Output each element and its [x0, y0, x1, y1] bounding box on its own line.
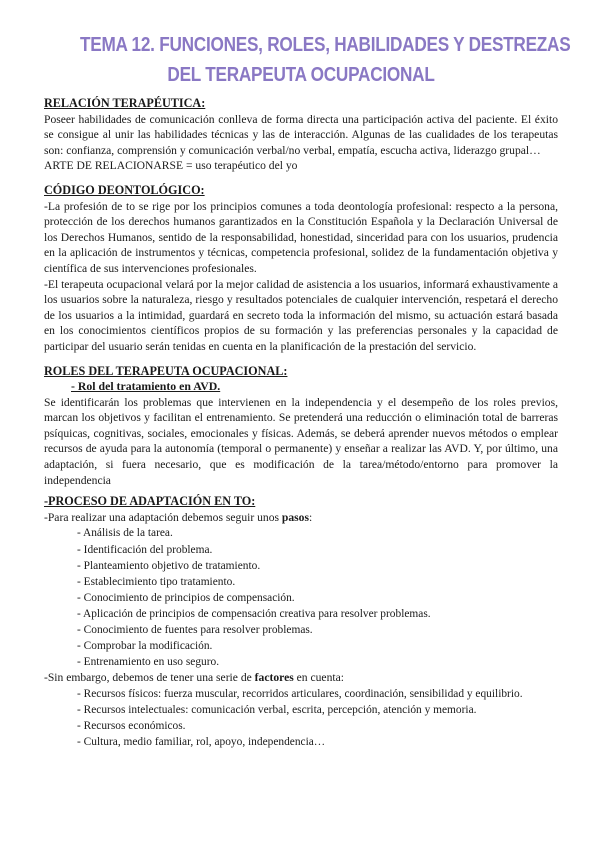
section-relacion-terapeutica [44, 96, 558, 174]
proceso-steps-list [44, 525, 558, 670]
relacion-body: Poseer habilidades de comunicación conlleva de forma directa una participación activa del paciente. El éxito se consigue al unir las habilidades técnicas y las de interacción. Algunas de las cualidades de los terapeutas son: confianza, comprensión y comunicación verbal/no verbal, empatía, escucha activa, liderazgo grupal… [44, 112, 558, 157]
list-item: - Recursos intelectuales: comunicación verbal, escrita, percepción, atención y memoria. [77, 702, 558, 718]
list-item: - Comprobar la modificación. [77, 638, 558, 654]
codigo-paragraph-2: -El terapeuta ocupacional velará por la mejor calidad de asistencia a los usuarios, informará exhaustivamente a los usuarios sobre la naturaleza, riesgo y resultados potenciales de cualquier intervención, respetará el derecho de los usuarios a la intimidad, guardará en secreto toda la información del mismo, su actuación estará basada en los conocimientos científicos propios de su formación y las preferencias personales y la capacidad de participar del usuario serán tenidas en cuenta en la planificación de la prestación del servicio. [44, 277, 558, 353]
heading-roles: ROLES DEL TERAPEUTA OCUPACIONAL: [44, 363, 288, 378]
heading-proceso-adaptacion: -PROCESO DE ADAPTACIÓN EN TO: [44, 494, 256, 509]
proceso-intro: -Para realizar una adaptación debemos seguir unos pasos: [44, 510, 313, 524]
list-item: - Aplicación de principios de compensación creativa para resolver problemas. [77, 606, 558, 622]
list-item: - Establecimiento tipo tratamiento. [77, 574, 558, 590]
section-codigo-deontologico [44, 183, 558, 355]
list-item: - Análisis de la tarea. [77, 525, 558, 541]
roles-body: Se identificarán los problemas que intervienen en la independencia y el desempeño de los roles previos, marcan los objetivos y facilitan el entrenamiento. Se pretenderá una reducción o eliminación total de barreras psíquicas, cognitivas, sociales, emocionales y físicas. Además, se deberá aprender nuevos métodos o emplear recursos de ayuda para la autonomía (temporal o permanente) y enseñar a realizar las AVD. Y, por último, una adaptación, si fuera necesario, que es modificación de la tarea/método/entorno para promover la independencia [44, 395, 558, 487]
subheading-rol-avd: - Rol del tratamiento en AVD. [71, 379, 221, 394]
proceso-factors-intro: -Sin embargo, debemos de tener una serie de factores en cuenta: [44, 671, 344, 685]
list-item: - Cultura, medio familiar, rol, apoyo, independencia… [77, 734, 558, 750]
list-item: - Conocimiento de fuentes para resolver problemas. [77, 622, 558, 638]
heading-relacion-terapeutica: RELACIÓN TERAPÉUTICA: [44, 96, 206, 110]
list-item: - Entrenamiento en uso seguro. [77, 654, 558, 670]
list-item: - Recursos económicos. [77, 718, 558, 734]
codigo-paragraph-1: -La profesión de to se rige por los principios comunes a toda deontología profesional: respecto a la persona, protección de los derechos humanos garantizados en la Constitución Española y la Declaración Universal de los Derechos Humanos, sentido de la responsabilidad, honestidad, sinceridad para con los usuarios, prudencia en la aplicación de instrumentos y técnicas, competencia profesional, solidez de la fundamentación objetiva y científica de sus intervenciones profesionales. [44, 199, 558, 275]
heading-codigo-deontologico: CÓDIGO DEONTOLÓGICO: [44, 182, 205, 197]
section-roles [44, 364, 558, 489]
list-item: - Planteamiento objetivo de tratamiento. [77, 558, 558, 574]
list-item: - Identificación del problema. [77, 542, 558, 558]
page-title-line-1: TEMA 12. FUNCIONES, ROLES, HABILIDADES Y DESTREZAS [79, 34, 571, 56]
relacion-note: ARTE DE RELACIONARSE = uso terapéutico del yo [44, 159, 298, 173]
list-item: - Conocimiento de principios de compensación. [77, 590, 558, 606]
title-block [44, 30, 571, 96]
list-item: - Recursos físicos: fuerza muscular, recorridos articulares, coordinación, sensibilidad y equilibrio. [77, 686, 558, 702]
proceso-factors-list [44, 686, 558, 750]
page-title-line-2: DEL TERAPEUTA OCUPACIONAL [167, 64, 435, 86]
section-proceso-adaptacion [44, 494, 558, 750]
